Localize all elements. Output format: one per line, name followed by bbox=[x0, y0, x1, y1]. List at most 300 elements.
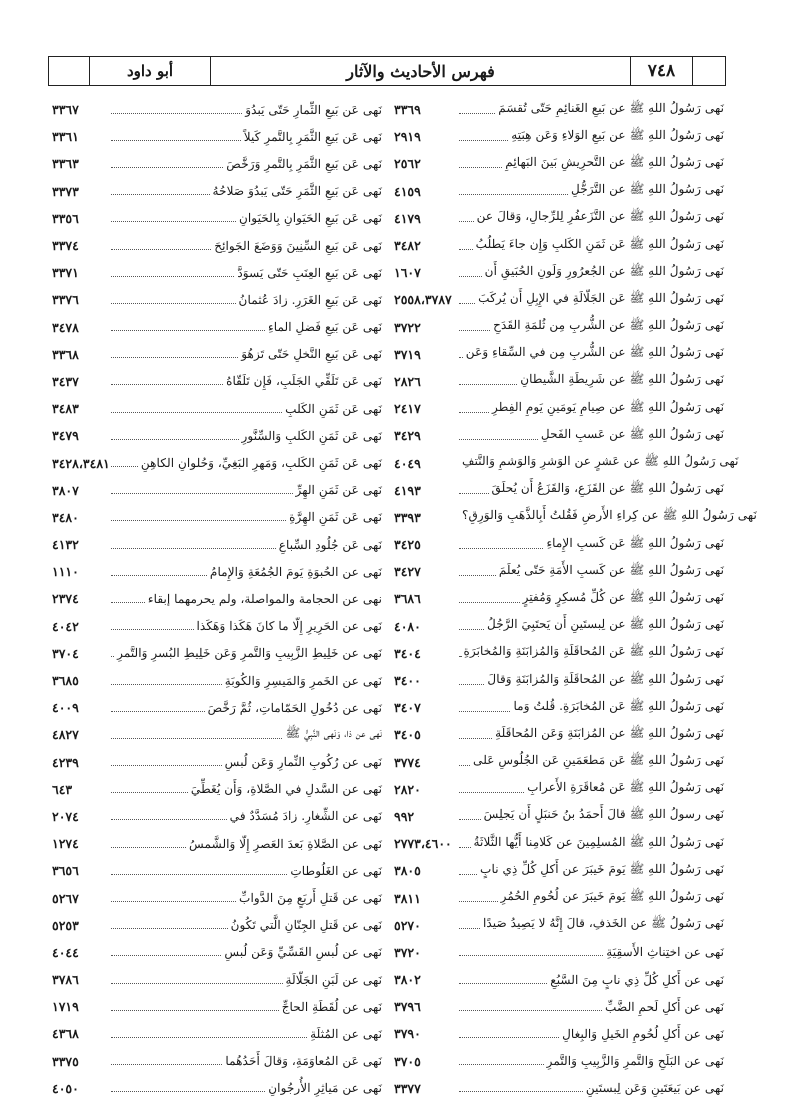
hadith-text: نَهى رَسُولُ اللهِ ﷺ عن التَّرَجُّلِ bbox=[571, 182, 724, 197]
index-entry bbox=[52, 341, 382, 368]
index-entry bbox=[52, 286, 382, 313]
hadith-text: نَهى عن الحَرِيرِ إِلّا ما كانَ هَكَذا وَهَكَذا bbox=[196, 619, 382, 634]
hadith-number: ٣٣٧٣ bbox=[52, 183, 79, 199]
index-entry bbox=[394, 558, 724, 585]
hadith-text: نَهى عن أَكلِ لَحمِ الضَّبِّ bbox=[605, 999, 724, 1014]
dot-leader bbox=[111, 900, 236, 902]
left-column bbox=[52, 96, 382, 1102]
index-entry bbox=[52, 993, 382, 1020]
hadith-text: نَهى رَسُولُ اللهِ ﷺ عَن المُخابَرَةِ. قُلتُ وَما bbox=[513, 698, 724, 713]
hadith-number: ٤٠٨٠ bbox=[394, 618, 421, 634]
index-entry bbox=[394, 286, 724, 313]
hadith-text: نَهى رَسُولُ ﷺ عن الخَذفِ، قالَ إِنَّهُ لا يَصِيدُ صَيدًا bbox=[483, 916, 724, 931]
hadith-text: نَهى عَن ثَمَنِ الهِرَّةِ bbox=[289, 510, 382, 525]
index-entry bbox=[52, 585, 382, 612]
hadith-text: نَهى رَسُولُ اللهِ ﷺ عَن مُعاقَرَةِ الأَعرابِ bbox=[527, 780, 724, 795]
hadith-text: نَهى عن لُقَطَةِ الحاجِّ bbox=[281, 999, 382, 1014]
hadith-number: ٤٠٠٩ bbox=[52, 700, 79, 716]
hadith-number: ٣٤٠٧ bbox=[394, 700, 421, 716]
right-column bbox=[394, 96, 757, 1102]
index-entry bbox=[52, 477, 382, 504]
index-entry bbox=[52, 1075, 382, 1102]
hadith-number: ٩٩٢ bbox=[394, 808, 415, 824]
hadith-text: نَهى عن خَلِيطِ الزَّبِيبِ وَالتَّمرِ وَعَن خَلِيطِ البُسرِ وَالتَّمرِ bbox=[117, 646, 382, 661]
hadith-text: نَهى عن رُكُوبِ النِّمارِ وَعَن لُبسِ bbox=[224, 755, 382, 770]
hadith-text: نَهى عن لَبَنِ الجَلّالَةِ bbox=[285, 972, 382, 987]
index-entry bbox=[394, 96, 724, 123]
hadith-number: ٣٣٧٧ bbox=[394, 1080, 421, 1096]
hadith-text: نَهى عن الخَمرِ وَالمَيسِرِ وَالكُوبَةِ bbox=[224, 673, 382, 688]
hadith-number: ٣٤٠٥ bbox=[394, 727, 421, 743]
index-entry bbox=[394, 259, 724, 286]
index-entry bbox=[394, 205, 724, 232]
index-entry bbox=[394, 422, 724, 449]
hadith-number: ٤٨٢٧ bbox=[52, 727, 79, 743]
hadith-text: نَهى عن الحُبوَةِ يَومَ الجُمُعَةِ وَالإِمامُ bbox=[209, 564, 382, 579]
index-entry bbox=[394, 776, 724, 803]
dot-leader bbox=[111, 112, 242, 114]
hadith-number: ٣٤٢٩ bbox=[394, 428, 421, 444]
hadith-number: ٣٣٦٨ bbox=[52, 346, 79, 362]
dot-leader bbox=[111, 166, 223, 168]
dot-leader bbox=[111, 193, 210, 195]
dot-leader bbox=[111, 1063, 222, 1065]
index-entry bbox=[394, 749, 724, 776]
index-entry bbox=[394, 477, 724, 504]
index-entry bbox=[52, 368, 382, 395]
hadith-text: نَهى عَن المُعاوَمَةِ، وَقالَ أَحَدُهُما bbox=[225, 1054, 382, 1069]
dot-leader bbox=[111, 329, 265, 331]
index-entry bbox=[394, 830, 724, 857]
hadith-text: نَهى عَن ثَمَنِ الهِرِّ bbox=[295, 483, 382, 498]
dot-leader bbox=[459, 220, 474, 222]
hadith-text: نَهى رَسُولُ اللهِ ﷺ عَن الجَلّالَةِ في الإِبِلِ أَن يُركَبَ bbox=[478, 290, 724, 305]
hadith-number: ٦٤٣ bbox=[52, 781, 73, 797]
hadith-number: ٢٧٧٣،٤٦٠٠ bbox=[394, 836, 452, 852]
dot-leader bbox=[459, 927, 480, 929]
hadith-text: نَهى رَسُولُ اللهِ ﷺ عن عَسبِ الفَحلِ bbox=[540, 426, 724, 441]
hadith-text: نَهى عَن بَيعِ الثِّمارِ حَتّى يَبدُوَ bbox=[245, 102, 382, 117]
hadith-text: نَهى رَسُولُ اللهِ ﷺ عن المُحاقَلَةِ وَالمُزابَنَةِ وَقالَ bbox=[487, 671, 724, 686]
hadith-number: ٤٠٤٢ bbox=[52, 618, 79, 634]
hadith-text: نَهى رَسُولُ اللهِ ﷺ عَن كَسبِ الإِماءِ bbox=[546, 535, 724, 550]
hadith-text: نَهى عَن تَلَقِّي الجَلَبِ، فَإِن تَلَقّاهُ bbox=[226, 374, 382, 389]
hadith-text: نَهى عَن بَيعِ السِّنِينَ وَوَضَعَ الجَوائِحَ bbox=[214, 238, 382, 253]
dot-leader bbox=[459, 846, 471, 848]
page-header bbox=[48, 56, 726, 86]
index-entry bbox=[394, 585, 724, 612]
page-number: ٧٤٨ bbox=[630, 57, 692, 85]
hadith-number: ٤١٣٢ bbox=[52, 537, 79, 553]
index-entry bbox=[394, 341, 724, 368]
hadith-text: نَهى رَسُولُ اللهِ ﷺ يَومَ خَيبَرَ عن لُحُومِ الحُمُرِ bbox=[500, 889, 724, 904]
dot-leader bbox=[459, 438, 538, 440]
hadith-number: ٤٣٦٨ bbox=[52, 1026, 79, 1042]
index-entry bbox=[394, 232, 724, 259]
index-entry bbox=[52, 123, 382, 150]
index-entry bbox=[394, 667, 724, 694]
index-entry bbox=[394, 966, 724, 993]
index-entry bbox=[52, 232, 382, 259]
dot-leader bbox=[111, 1036, 307, 1038]
hadith-text: نَهى رَسُولُ اللهِ ﷺ عن بَيعِ الوَلاءِ وَعَن هِبَتِهِ bbox=[511, 127, 724, 142]
hadith-text: نَهى عن الشِّغارِ. زادَ مُسَدَّدٌ في bbox=[229, 809, 382, 824]
dot-leader bbox=[459, 764, 470, 766]
dot-leader bbox=[111, 601, 145, 603]
dot-leader bbox=[111, 954, 221, 956]
hadith-number: ٤٠٥٠ bbox=[52, 1080, 79, 1096]
hadith-number: ٣٧١٩ bbox=[394, 346, 421, 362]
dot-leader bbox=[459, 1063, 544, 1065]
hadith-text: نَهى عن اختِناثِ الأَسقِيَةِ bbox=[606, 945, 724, 960]
index-entry bbox=[394, 178, 724, 205]
hadith-text: نَهى عن أَكلِ لُحُومِ الخَيلِ وَالبِغالِ bbox=[562, 1026, 724, 1041]
index-entry bbox=[52, 531, 382, 558]
hadith-number: ٣٣٦٩ bbox=[394, 102, 421, 118]
dot-leader bbox=[459, 248, 473, 250]
book-name: أبو داود bbox=[89, 57, 210, 85]
index-entry bbox=[52, 776, 382, 803]
hadith-number: ٤٠٤٤ bbox=[52, 944, 79, 960]
dot-leader bbox=[111, 220, 236, 222]
hadith-text: نَهى رَسُولُ اللهِ ﷺ عَن مَطعَمَينِ عَن الجُلُوسِ عَلى bbox=[473, 753, 724, 768]
hadith-text: نَهى عَن بَيعِ الغَرَرِ. زادَ عُثمانُ bbox=[238, 292, 382, 307]
index-entry bbox=[394, 613, 724, 640]
index-entry bbox=[52, 422, 382, 449]
dot-leader bbox=[459, 601, 520, 603]
hadith-text: نَهى عن قَتلِ الجِنّانِ الَّتي تَكُونُ bbox=[230, 918, 382, 933]
hadith-text: نَهى عَن بَيعِ فَضلِ الماءِ bbox=[268, 320, 382, 335]
index-entry bbox=[394, 368, 724, 395]
dot-leader bbox=[459, 411, 489, 413]
dot-leader bbox=[459, 873, 477, 875]
hadith-text: نَهى رَسُولُ اللهِ ﷺ عن بَيعِ الغَنائِمِ حَتّى تُقسَمَ bbox=[498, 100, 724, 115]
index-entry bbox=[394, 640, 724, 667]
hadith-text: نَهى رَسُولُ اللهِ ﷺ عن الشُّربِ مِن ثُلمَةِ القَدَحِ bbox=[493, 318, 724, 333]
index-entry bbox=[52, 884, 382, 911]
hadith-number: ٣٣٦٣ bbox=[52, 156, 79, 172]
dot-leader bbox=[459, 139, 508, 141]
index-entry bbox=[52, 613, 382, 640]
index-entry bbox=[394, 694, 724, 721]
dot-leader bbox=[111, 547, 276, 549]
dot-leader bbox=[111, 873, 287, 875]
hadith-number: ٢٩١٩ bbox=[394, 129, 421, 145]
hadith-number: ٥٢٥٣ bbox=[52, 917, 79, 933]
dot-leader bbox=[459, 383, 517, 385]
hadith-text: نَهى عن الصَّلاةِ بَعدَ العَصرِ إِلّا وَالشَّمسُ bbox=[188, 836, 382, 851]
hadith-number: ٣٣٧١ bbox=[52, 265, 79, 281]
hadith-number: ٣٤٠٤ bbox=[394, 645, 421, 661]
index-entry bbox=[394, 395, 724, 422]
hadith-number: ٣٧٩٦ bbox=[394, 999, 421, 1015]
index-entry bbox=[52, 966, 382, 993]
dot-leader bbox=[459, 628, 484, 630]
hadith-text: نَهى عَن ثَمَنِ الكَلبِ، وَمَهرِ البَغِيِّ، وَحُلوانِ الكاهِنِ bbox=[140, 456, 382, 471]
dot-leader bbox=[111, 519, 286, 521]
hadith-text: نَهى عن الغَلُوطاتِ bbox=[290, 863, 382, 878]
hadith-text: نَهى رَسُولُ اللهِ ﷺ عن المُزابَنَةِ وَعَن المُحاقَلَةِ bbox=[495, 725, 724, 740]
hadith-number: ٣٦٨٦ bbox=[394, 591, 421, 607]
hadith-number: ٣٤٧٩ bbox=[52, 428, 79, 444]
dot-leader bbox=[459, 791, 524, 793]
hadith-number: ٣٨٠٥ bbox=[394, 863, 421, 879]
dot-leader bbox=[111, 927, 228, 929]
dot-leader bbox=[459, 547, 543, 549]
dot-leader bbox=[459, 329, 490, 331]
hadith-number: ٤١٧٩ bbox=[394, 210, 421, 226]
hadith-text: نَهى عن المُثلَةِ bbox=[310, 1026, 382, 1041]
hadith-text: نَهى رسولُ اللهِ ﷺ قالَ أَحمَدُ بنُ حَنبَلٍ أَن يَجلِسَ bbox=[483, 807, 724, 822]
hadith-number: ٣٤٢٧ bbox=[394, 564, 421, 580]
hadith-number: ٣٦٥٦ bbox=[52, 863, 79, 879]
hadith-text: نَهى رَسُولُ اللهِ ﷺ عن القَزَعِ، وَالقَزَعُ أَن يُحلَقَ bbox=[491, 481, 724, 496]
dot-leader bbox=[459, 275, 482, 277]
hadith-text: نَهى عَن بَيعِ الثَّمَرِ بِالتَّمرِ وَرَخَّصَ bbox=[226, 156, 382, 171]
index-entry bbox=[394, 1020, 724, 1047]
hadith-number: ٣٧٧٤ bbox=[394, 754, 421, 770]
hadith-number: ٢٠٧٤ bbox=[52, 808, 79, 824]
hadith-text: نَهى رَسُولُ اللهِ ﷺ عن شَرِيطَةِ الشَّيطانِ bbox=[520, 372, 724, 387]
dot-leader bbox=[111, 683, 222, 685]
hadith-text: نَهى عَن جُلُودِ السِّباعِ bbox=[278, 537, 382, 552]
dot-leader bbox=[459, 818, 481, 820]
hadith-text: نَهى عَن بَيعِ العِنَبِ حَتّى يَسوَدَّ bbox=[237, 265, 382, 280]
hadith-text: نَهى عَن بَيعِ الثَّمَرِ حَتّى يَبدُوَ صَلاحُهُ bbox=[212, 184, 382, 199]
index-entry bbox=[52, 504, 382, 531]
index-entry bbox=[394, 857, 724, 884]
index-entry bbox=[394, 1075, 724, 1102]
dot-leader bbox=[111, 492, 293, 494]
index-entry bbox=[52, 449, 382, 476]
hadith-text: نَهى عَن بَيعِ الحَيَوانِ بِالحَيَوانِ bbox=[238, 211, 382, 226]
hadith-text: نَهى رَسُولُ اللهِ ﷺ المُسلِمِينَ عن كَلامِنا أَيُّها الثَّلاثَةُ bbox=[473, 834, 724, 849]
hadith-text: نَهى رَسُولُ اللهِ ﷺ عن التَّزَعفُرِ لِلرِّجالِ، وَقالَ عن bbox=[476, 209, 724, 224]
index-entry bbox=[52, 150, 382, 177]
hadith-number: ٤٢٣٩ bbox=[52, 754, 79, 770]
dot-leader bbox=[111, 438, 239, 440]
hadith-number: ٣٤٢٥ bbox=[394, 537, 421, 553]
index-entry bbox=[394, 531, 724, 558]
index-entry bbox=[394, 504, 757, 531]
hadith-number: ٣٨٠٧ bbox=[52, 482, 79, 498]
hadith-number: ٣٤٨٣ bbox=[52, 401, 79, 417]
index-entry bbox=[52, 1020, 382, 1047]
hadith-number: ٣٧٩٠ bbox=[394, 1026, 421, 1042]
dot-leader bbox=[111, 411, 282, 413]
dot-leader bbox=[459, 574, 496, 576]
hadith-number: ١١١٠ bbox=[52, 564, 79, 580]
hadith-text: نَهى رَسُولُ اللهِ ﷺ عن كَسبِ الأَمَةِ حَتّى يُعلَمَ bbox=[498, 562, 724, 577]
index-entry bbox=[394, 939, 724, 966]
dot-leader bbox=[111, 275, 234, 277]
dot-leader bbox=[459, 166, 502, 168]
hadith-text: نَهى عن البَلَحِ وَالتَّمرِ وَالزَّبِيبِ وَالتَّمرِ bbox=[546, 1054, 724, 1069]
dot-leader bbox=[111, 710, 205, 712]
hadith-text: نَهى رَسُولُ اللهِ ﷺ عن الجُعرُورِ وَلَونِ الحُبَيقِ أَن bbox=[484, 263, 724, 278]
index-entry bbox=[52, 803, 382, 830]
index-entry bbox=[394, 449, 739, 476]
dot-leader bbox=[459, 737, 492, 739]
hadith-text: نَهى رَسُولُ اللهِ ﷺ عن صِيامِ يَومَينِ يَومِ الفِطرِ bbox=[491, 399, 724, 414]
hadith-number: ٣٣٥٦ bbox=[52, 210, 79, 226]
dot-leader bbox=[111, 628, 194, 630]
hadith-number: ٣٣٩٣ bbox=[394, 509, 421, 525]
index-entry bbox=[394, 1048, 724, 1075]
dot-leader bbox=[111, 655, 114, 657]
hadith-number: ٤١٩٣ bbox=[394, 482, 421, 498]
index-entry bbox=[394, 993, 724, 1020]
index-entry bbox=[52, 640, 382, 667]
index-entry bbox=[52, 667, 382, 694]
hadith-number: ١٦٠٧ bbox=[394, 265, 421, 281]
dot-leader bbox=[111, 383, 223, 385]
dot-leader bbox=[111, 356, 238, 358]
header-blank-cell bbox=[49, 57, 89, 85]
hadith-text: نَهى عَن بَيعِ الثَّمَرِ بِالتَّمرِ كَيلاً bbox=[243, 129, 382, 144]
index-entry bbox=[394, 721, 724, 748]
hadith-number: ٢٨٢٦ bbox=[394, 373, 421, 389]
dot-leader bbox=[111, 982, 283, 984]
hadith-number: ٢٨٢٠ bbox=[394, 781, 421, 797]
index-entry bbox=[52, 259, 382, 286]
hadith-text: نَهى عن بَيعَتَينِ وَعَن لِبستَينِ bbox=[585, 1081, 724, 1096]
dot-leader bbox=[111, 1009, 279, 1011]
index-entry bbox=[394, 884, 724, 911]
dot-leader bbox=[459, 655, 461, 657]
dot-leader bbox=[111, 791, 188, 793]
hadith-text: نَهى رَسُولُ اللهِ ﷺ عن كِراءِ الأَرضِ فَقُلتُ أَبِالذَّهَبِ وَالوَرِقِ؟ bbox=[462, 508, 757, 523]
dot-leader bbox=[459, 193, 568, 195]
index-entry bbox=[52, 830, 382, 857]
hadith-number: ٣٨٠٢ bbox=[394, 972, 421, 988]
dot-leader bbox=[111, 737, 282, 739]
hadith-number: ٣٤٨٠ bbox=[52, 509, 79, 525]
index-entry bbox=[52, 749, 382, 776]
index-entry bbox=[52, 857, 382, 884]
hadith-number: ٣٨١١ bbox=[394, 890, 421, 906]
hadith-number: ٣٤٨٢ bbox=[394, 238, 421, 254]
hadith-text: نَهى رَسُولُ اللهِ ﷺ عن كُلِّ مُسكِرٍ وَمُفتِرٍ bbox=[522, 589, 724, 604]
dot-leader bbox=[111, 764, 222, 766]
index-entry bbox=[394, 803, 724, 830]
hadith-number: ٣٤٣٧ bbox=[52, 373, 79, 389]
hadith-text: نَهى رَسُولُ اللهِ ﷺ يَومَ خَيبَرَ عن أَكلِ كُلِّ ذِي نابٍ bbox=[480, 861, 724, 876]
dot-leader bbox=[111, 818, 227, 820]
hadith-number: ٣٣٧٥ bbox=[52, 1053, 79, 1069]
index-entry bbox=[52, 912, 382, 939]
hadith-number: ٥٢٦٧ bbox=[52, 890, 79, 906]
hadith-number: ٣٦٨٥ bbox=[52, 673, 79, 689]
hadith-text: نَهى عن دُخُولِ الحَمّاماتِ، ثُمَّ رَخَّصَ bbox=[207, 700, 382, 715]
hadith-number: ٢٥٥٨،٣٧٨٧ bbox=[394, 292, 452, 308]
hadith-text: نَهى رَسُولُ اللهِ ﷺ عَن المُحاقَلَةِ وَالمُزابَنَةِ وَالمُخابَرَةِ bbox=[463, 644, 724, 659]
hadith-number: ٣٧٢٠ bbox=[394, 944, 421, 960]
hadith-number: ٣٧٢٢ bbox=[394, 319, 421, 335]
hadith-text: نَهى عن ذا، وَنَهى النَّبِيُّ ﷺ bbox=[285, 725, 382, 740]
hadith-number: ١٢٧٤ bbox=[52, 836, 79, 852]
hadith-number: ٣٧٠٥ bbox=[394, 1053, 421, 1069]
hadith-number: ٢٤١٧ bbox=[394, 401, 421, 417]
dot-leader bbox=[111, 574, 207, 576]
dot-leader bbox=[459, 1090, 583, 1092]
hadith-text: نَهى عَن بَيعِ النَّخلِ حَتّى تَزهُوَ bbox=[241, 347, 382, 362]
index-entry bbox=[52, 939, 382, 966]
hadith-number: ٣٣٦٧ bbox=[52, 102, 79, 118]
dot-leader bbox=[459, 1009, 602, 1011]
hadith-number: ٣٤٠٠ bbox=[394, 673, 421, 689]
dot-leader bbox=[459, 982, 547, 984]
hadith-number: ٢٣٧٤ bbox=[52, 591, 79, 607]
hadith-text: نَهى عن لُبسِ القَسِّيِّ وَعَن لُبسِ bbox=[224, 945, 382, 960]
index-entry bbox=[52, 314, 382, 341]
hadith-text: نَهى عن مَياثِرِ الأُرجُوانِ bbox=[268, 1081, 382, 1096]
dot-leader bbox=[111, 302, 236, 304]
dot-leader bbox=[111, 465, 138, 467]
dot-leader bbox=[111, 1090, 265, 1092]
index-entry bbox=[52, 1048, 382, 1075]
dot-leader bbox=[459, 900, 498, 902]
hadith-number: ٣٤٧٨ bbox=[52, 319, 79, 335]
page-title: فهرس الأحاديث والآثار bbox=[210, 57, 630, 85]
hadith-text: نَهى رَسُولُ اللهِ ﷺ عن عَشرٍ عن الوَشرِ وَالوَشمِ وَالنَّتفِ bbox=[462, 454, 739, 469]
index-entry bbox=[394, 314, 724, 341]
hadith-text: نَهى رَسُولُ اللهِ ﷺ عن التَّحرِيشِ بَينَ البَهائِمِ bbox=[505, 154, 724, 169]
index-entry bbox=[394, 912, 724, 939]
hadith-text: نَهى رَسُولُ اللهِ ﷺ عن لِبستَينِ أَن يَحتَبِيَ الرَّجُلُ bbox=[487, 617, 724, 632]
dot-leader bbox=[459, 302, 475, 304]
hadith-number: ٣٧٨٦ bbox=[52, 972, 79, 988]
dot-leader bbox=[459, 954, 603, 956]
hadith-number: ٣٣٦١ bbox=[52, 129, 79, 145]
dot-leader bbox=[459, 1036, 559, 1038]
hadith-text: نهى عن الحجامة والمواصلة، ولم يحرمهما إبقاء bbox=[147, 591, 382, 606]
hadith-number: ٣٧٠٤ bbox=[52, 645, 79, 661]
hadith-text: نَهى رَسُولُ اللهِ ﷺ عن الشُّربِ مِن في السِّقاءِ وَعَن bbox=[465, 345, 724, 360]
hadith-number: ٣٣٧٦ bbox=[52, 292, 79, 308]
dot-leader bbox=[111, 846, 186, 848]
index-entry bbox=[52, 178, 382, 205]
hadith-text: نَهى عن قَتلِ أَربَعٍ مِنَ الدَّوابِّ bbox=[238, 891, 382, 906]
dot-leader bbox=[111, 139, 241, 141]
dot-leader bbox=[459, 710, 510, 712]
hadith-number: ٥٢٧٠ bbox=[394, 917, 421, 933]
dot-leader bbox=[111, 248, 211, 250]
dot-leader bbox=[459, 683, 484, 685]
hadith-text: نَهى عن أَكلِ كُلِّ ذِي نابٍ مِنَ السَّبُعِ bbox=[550, 972, 724, 987]
index-entry bbox=[52, 395, 382, 422]
hadith-number: ٢٥٦٢ bbox=[394, 156, 421, 172]
hadith-text: نَهى عَن ثَمَنِ الكَلبِ وَالسِّنَّورِ bbox=[241, 428, 382, 443]
header-blank-cell bbox=[692, 57, 725, 85]
hadith-text: نَهى عَن ثَمَنِ الكَلبِ bbox=[285, 401, 382, 416]
index-entry bbox=[52, 694, 382, 721]
hadith-number: ٣٣٧٤ bbox=[52, 238, 79, 254]
index-entry bbox=[52, 721, 382, 748]
hadith-number: ٣٤٢٨،٣٤٨١ bbox=[52, 455, 110, 471]
hadith-text: نَهى رَسُولُ اللهِ ﷺ عَن ثَمَنِ الكَلبِ وَإِن جاءَ يَطلُبُ bbox=[475, 236, 724, 251]
index-entry bbox=[52, 558, 382, 585]
index-entry bbox=[394, 150, 724, 177]
dot-leader bbox=[459, 492, 489, 494]
dot-leader bbox=[459, 112, 495, 114]
index-entry bbox=[394, 123, 724, 150]
dot-leader bbox=[459, 356, 463, 358]
hadith-text: نَهى عن السَّدلِ في الصَّلاةِ، وَأَن يُغَطِّيَ bbox=[190, 782, 382, 797]
hadith-number: ٤٠٤٩ bbox=[394, 455, 421, 471]
hadith-number: ١٧١٩ bbox=[52, 999, 79, 1015]
index-entry bbox=[52, 205, 382, 232]
